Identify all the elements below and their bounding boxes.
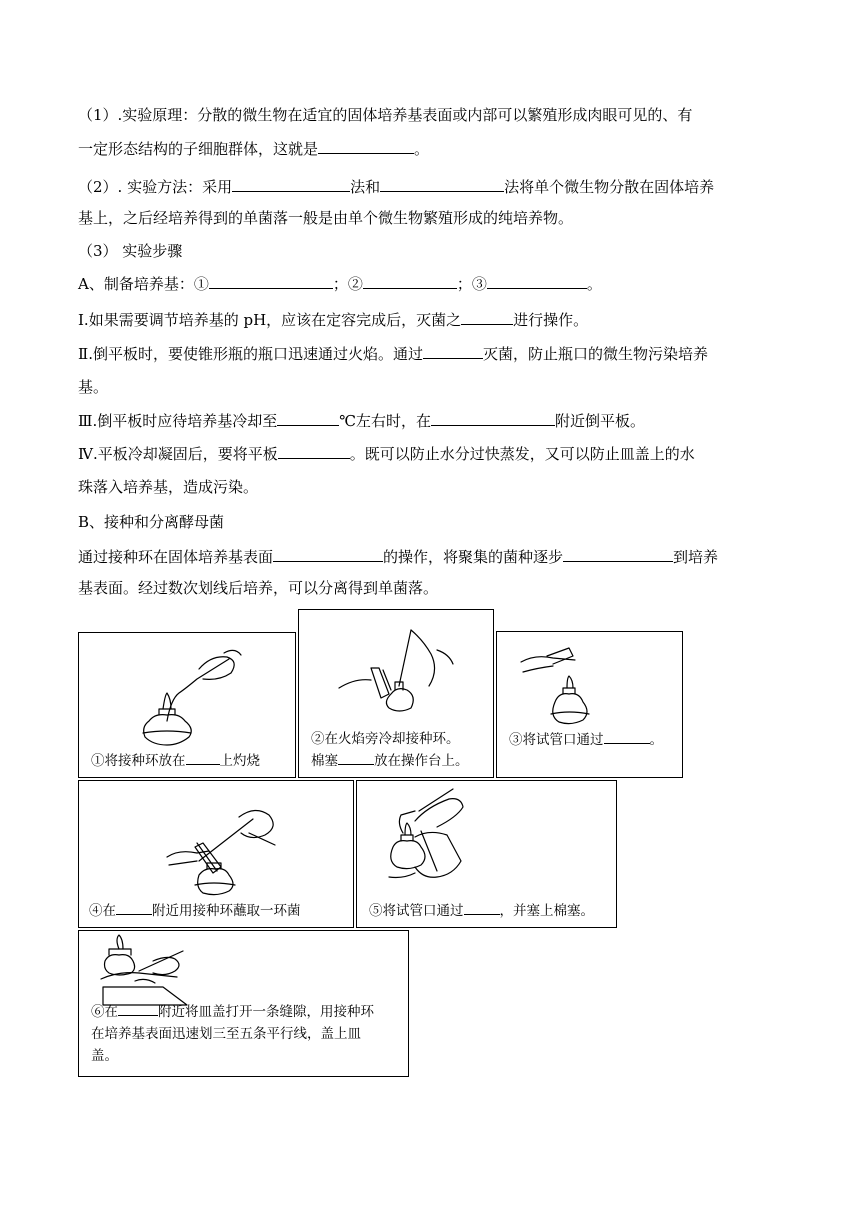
- principle-line-1: [78, 105, 692, 125]
- figure-2-caption: [311, 728, 491, 772]
- figure-5-caption-a: ⑤将试管口通过: [369, 903, 464, 919]
- blank-item-3-temp[interactable]: [277, 410, 339, 426]
- item-2-text-c: 基。: [78, 378, 109, 396]
- figure-6-caption: [91, 1001, 401, 1067]
- step-a-text: A、制备培养基：①: [78, 275, 209, 293]
- tube-flame-illustration: [497, 632, 684, 779]
- method-text-d: 基上，之后经培养得到的单菌落一般是由单个微生物繁殖形成的纯培养物。: [78, 209, 574, 227]
- blank-method-1[interactable]: [232, 176, 350, 192]
- figure-4: [78, 780, 354, 928]
- item-3-text-a: Ⅲ.倒平板时应待培养基冷却至: [78, 412, 278, 430]
- blank-fig-4[interactable]: [116, 901, 152, 915]
- principle-text: （1）.实验原理：分散的微生物在适宜的固体培养基表面或内部可以繁殖形成肉眼可见的、有: [78, 106, 693, 124]
- principle-line-2: [78, 138, 429, 159]
- method-text-c: 法将单个微生物分散在固体培养: [504, 178, 715, 196]
- item-3-text-b: ℃左右时，在: [339, 412, 432, 430]
- blank-step-a-3[interactable]: [487, 273, 587, 289]
- figure-6-caption-d: 盖。: [91, 1048, 118, 1064]
- figure-2-caption-a: ②在火焰旁冷却接种环。: [311, 731, 460, 747]
- item-2: [78, 343, 708, 364]
- blank-item-2[interactable]: [423, 343, 483, 359]
- figure-3: [496, 631, 683, 778]
- principle-text-2: 一定形态结构的子细胞群体，这就是: [78, 140, 319, 158]
- figure-6-caption-b: 附近将皿盖打开一条缝隙，用接种环: [158, 1004, 374, 1020]
- streak-text-a: 通过接种环在固体培养基表面: [78, 548, 274, 566]
- blank-item-1[interactable]: [461, 309, 513, 325]
- step-a-line: [78, 273, 602, 294]
- item-4-text-b: 。既可以防止水分过快蒸发，又可以防止皿盖上的水: [349, 445, 695, 463]
- principle-end: 。: [414, 140, 430, 158]
- streak-text-b: 的操作，将聚集的菌种逐步: [383, 548, 564, 566]
- item-1-text-b: 进行操作。: [513, 311, 589, 329]
- streak-text-c: 到培养: [673, 548, 719, 566]
- blank-method-2[interactable]: [380, 176, 504, 192]
- figure-1: [78, 632, 296, 778]
- blank-item-4[interactable]: [278, 443, 350, 459]
- blank-streak-op[interactable]: [273, 546, 383, 562]
- figure-6-caption-a: ⑥在: [91, 1004, 118, 1020]
- streak-line-2: [78, 578, 438, 598]
- method-line-2: [78, 208, 573, 228]
- steps-heading: [78, 241, 182, 261]
- figure-4-caption: [89, 901, 301, 922]
- step-a-sep-2: ；③: [456, 275, 487, 293]
- figure-1-caption-b: 上灼烧: [219, 753, 260, 769]
- figure-5: [356, 780, 617, 928]
- blank-fig-2[interactable]: [338, 751, 374, 765]
- item-2-text-a: Ⅱ.倒平板时，要使锥形瓶的瓶口迅速通过火焰。通过: [78, 345, 423, 363]
- item-4-text-c: 珠落入培养基，造成污染。: [78, 478, 259, 496]
- item-4-cont: [78, 477, 258, 497]
- streak-line-1: [78, 546, 718, 567]
- figure-4-caption-b: 附近用接种环蘸取一环菌: [152, 903, 301, 919]
- blank-fig-5[interactable]: [464, 901, 500, 915]
- item-1: [78, 309, 588, 330]
- item-4-text-a: Ⅳ.平板冷却凝固后，要将平板: [78, 445, 278, 463]
- figure-1-caption-a: ①将接种环放在: [91, 753, 186, 769]
- streak-text-d: 基表面。经过数次划线后培养，可以分离得到单菌落。: [78, 579, 439, 597]
- item-1-text-a: Ⅰ.如果需要调节培养基的 pH，应该在定容完成后，灭菌之: [78, 311, 462, 329]
- steps-heading-text: （3） 实验步骤: [78, 242, 183, 260]
- figure-3-caption-b: 。: [649, 732, 663, 748]
- figure-3-caption-a: ③将试管口通过: [509, 732, 604, 748]
- figure-3-caption: [509, 730, 663, 751]
- step-b-heading: [78, 512, 224, 532]
- figure-5-caption: [369, 901, 594, 922]
- method-text-b: 法和: [350, 178, 381, 196]
- blank-step-a-2[interactable]: [363, 273, 457, 289]
- figure-2-caption-b: 棉塞: [311, 753, 338, 769]
- method-text-a: （2）. 实验方法：采用: [78, 178, 233, 196]
- figure-2-caption-c: 放在操作台上。: [374, 753, 469, 769]
- blank-item-3-place[interactable]: [431, 410, 555, 426]
- figure-5-caption-b: ，并塞上棉塞。: [499, 903, 594, 919]
- item-2-cont: [78, 377, 108, 397]
- step-b-text: B、接种和分离酵母菌: [78, 513, 225, 531]
- method-line-1: [78, 176, 714, 197]
- item-3-text-c: 附近倒平板。: [555, 412, 646, 430]
- blank-colony[interactable]: [318, 138, 414, 154]
- blank-fig-1[interactable]: [186, 751, 220, 765]
- blank-streak-dilute[interactable]: [563, 546, 673, 562]
- item-3: [78, 410, 645, 431]
- item-2-text-b: 灭菌，防止瓶口的微生物污染培养: [482, 345, 708, 363]
- item-4: [78, 443, 695, 464]
- step-a-end: 。: [586, 275, 602, 293]
- figure-2: [298, 609, 494, 778]
- blank-fig-3[interactable]: [604, 730, 650, 744]
- blank-step-a-1[interactable]: [209, 273, 333, 289]
- figure-6-caption-c: 在培养基表面迅速划三至五条平行线，盖上皿: [91, 1026, 361, 1042]
- blank-fig-6[interactable]: [118, 1002, 158, 1016]
- figure-1-caption: [91, 751, 260, 772]
- step-a-sep-1: ；②: [332, 275, 363, 293]
- figure-6: [78, 930, 409, 1077]
- figure-4-caption-a: ④在: [89, 903, 116, 919]
